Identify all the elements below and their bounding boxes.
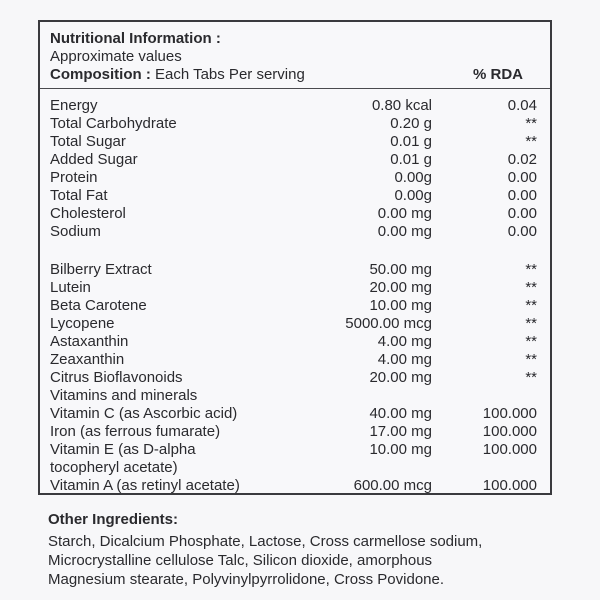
nutrient-amount: 0.80 kcal xyxy=(371,97,432,114)
nutrient-name: Vitamin C (as Ascorbic acid) xyxy=(50,405,238,422)
composition-label: Composition : xyxy=(50,66,151,83)
nutrient-amount: 4.00 mg xyxy=(377,351,432,368)
nutrient-amount: 50.00 mg xyxy=(369,261,432,278)
nutrient-rda: ** xyxy=(525,315,537,332)
header-divider xyxy=(40,88,550,89)
nutrient-name: Zeaxanthin xyxy=(50,351,125,368)
nutrient-name: Total Carbohydrate xyxy=(50,115,177,132)
nutrient-amount: 0.01 g xyxy=(390,133,432,150)
nutrient-amount: 0.00g xyxy=(394,187,432,204)
nutrient-rda: ** xyxy=(525,369,537,386)
nutrient-rda: ** xyxy=(525,333,537,350)
composition-value: Each Tabs Per serving xyxy=(150,66,305,83)
nutrient-rda: 0.02 xyxy=(507,151,537,168)
other-ingredients-line: Starch, Dicalcium Phosphate, Lactose, Cross carmellose sodium, xyxy=(48,533,483,550)
nutrient-amount: 10.00 mg xyxy=(369,297,432,314)
nutrient-name: Lutein xyxy=(50,279,91,296)
nutrient-rda: 100.000 xyxy=(482,405,537,422)
nutrient-name: Iron (as ferrous fumarate) xyxy=(50,423,221,440)
nutrient-name: Cholesterol xyxy=(50,205,126,222)
nutrient-name: Energy xyxy=(50,97,98,114)
nutrient-name: Vitamin E (as D-alpha xyxy=(50,441,196,458)
nutrient-name: Total Fat xyxy=(50,187,108,204)
nutrient-amount: 20.00 mg xyxy=(369,369,432,386)
nutrient-amount: 40.00 mg xyxy=(369,405,432,422)
nutrient-name: Added Sugar xyxy=(50,151,138,168)
nutrient-rda: ** xyxy=(525,279,537,296)
nutrient-name: Vitamins and minerals xyxy=(50,387,198,404)
nutrient-rda: ** xyxy=(525,115,537,132)
rda-header: % RDA xyxy=(473,66,524,83)
table-subtitle: Approximate values xyxy=(50,48,182,65)
nutrient-amount: 10.00 mg xyxy=(369,441,432,458)
nutrient-name: Citrus Bioflavonoids xyxy=(50,369,183,386)
nutrient-amount: 0.00 mg xyxy=(377,205,432,222)
nutrient-rda: ** xyxy=(525,297,537,314)
nutrient-rda: 100.000 xyxy=(482,477,537,494)
nutrient-name: Total Sugar xyxy=(50,133,126,150)
nutrition-table xyxy=(38,20,552,495)
nutrient-rda: ** xyxy=(525,133,537,150)
nutrient-amount: 5000.00 mcg xyxy=(345,315,432,332)
nutrient-amount: 0.00g xyxy=(394,169,432,186)
nutrient-rda: 100.000 xyxy=(482,423,537,440)
other-ingredients-title: Other Ingredients: xyxy=(48,511,179,528)
nutrient-name: Astaxanthin xyxy=(50,333,129,350)
nutrient-name: Beta Carotene xyxy=(50,297,147,314)
nutrient-amount: 4.00 mg xyxy=(377,333,432,350)
table-title: Nutritional Information : xyxy=(50,30,221,47)
nutrient-amount: 17.00 mg xyxy=(369,423,432,440)
nutrient-name: tocopheryl acetate) xyxy=(50,459,178,476)
nutrient-rda: 0.00 xyxy=(507,205,537,222)
nutrient-amount: 0.00 mg xyxy=(377,223,432,240)
nutrient-name: Sodium xyxy=(50,223,101,240)
nutrient-rda: ** xyxy=(525,351,537,368)
nutrient-rda: 0.00 xyxy=(507,169,537,186)
nutrient-name: Lycopene xyxy=(50,315,115,332)
nutrient-rda: 0.04 xyxy=(507,97,537,114)
nutrient-amount: 20.00 mg xyxy=(369,279,432,296)
composition-line xyxy=(50,66,305,84)
nutrient-rda: 0.00 xyxy=(507,223,537,240)
nutrient-name: Protein xyxy=(50,169,98,186)
nutrient-name: Bilberry Extract xyxy=(50,261,152,278)
nutrient-amount: 0.01 g xyxy=(390,151,432,168)
nutrient-name: Vitamin A (as retinyl acetate) xyxy=(50,477,240,494)
nutrient-amount: 0.20 g xyxy=(390,115,432,132)
nutrient-rda: 100.000 xyxy=(482,441,537,458)
nutrient-rda: 0.00 xyxy=(507,187,537,204)
other-ingredients-line: Magnesium stearate, Polyvinylpyrrolidone, Cross Povidone. xyxy=(48,571,445,588)
nutrient-amount: 600.00 mcg xyxy=(353,477,432,494)
nutrient-rda: ** xyxy=(525,261,537,278)
other-ingredients-line: Microcrystalline cellulose Talc, Silicon dioxide, amorphous xyxy=(48,552,433,569)
